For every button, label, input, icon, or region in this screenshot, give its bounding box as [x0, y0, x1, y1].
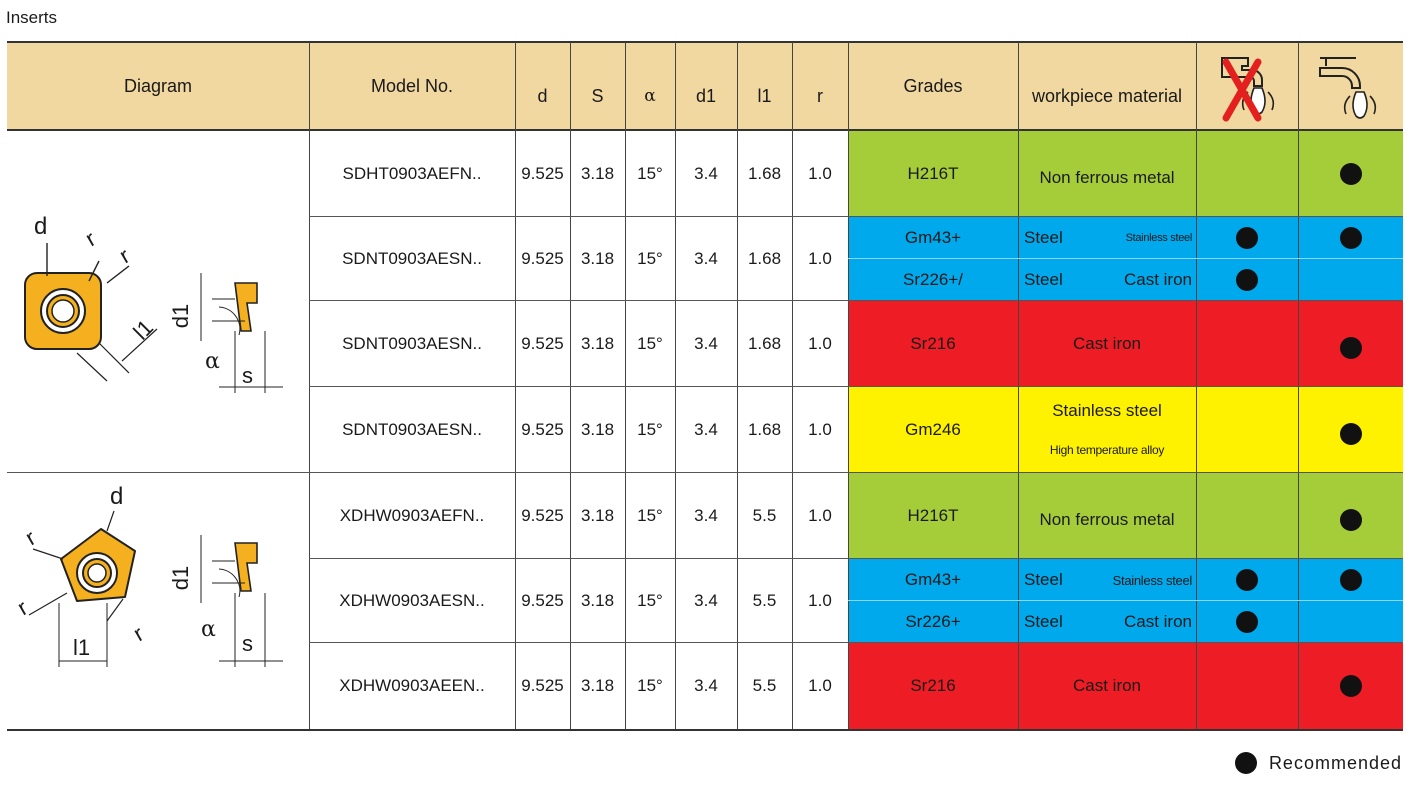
row-s: 3.18 — [580, 334, 615, 353]
row-l1: 5.5 — [752, 591, 777, 610]
row-l1: 5.5 — [752, 506, 777, 525]
row-material: Steel — [1024, 612, 1063, 631]
table-row-model: XDHW0903AEFN.. — [339, 506, 485, 525]
row-d1: 3.4 — [694, 334, 718, 353]
row-grade: Sr216 — [910, 334, 956, 353]
table-row-model: XDHW0903AEEN.. — [339, 676, 485, 695]
row-alpha: 15° — [637, 334, 663, 353]
dry-coolant-crossed-icon — [1196, 42, 1298, 130]
row-grade: H216T — [907, 164, 959, 183]
row-material-secondary: Cast iron — [1123, 270, 1192, 289]
row-d1: 3.4 — [694, 676, 718, 695]
diagram-label-d: d — [34, 213, 48, 240]
diagram-label-r: r — [128, 620, 148, 647]
row-grade: Gm43+ — [904, 570, 962, 589]
row-r: 1.0 — [808, 334, 832, 353]
row-alpha: 15° — [637, 676, 663, 695]
row-l1: 5.5 — [752, 676, 777, 695]
row-d: 9.525 — [521, 676, 564, 695]
header-alpha: α — [644, 86, 656, 106]
row-d: 9.525 — [521, 164, 564, 183]
header-d1: d1 — [695, 85, 717, 106]
row-s: 3.18 — [580, 420, 615, 439]
table-row-model: XDHW0903AESN.. — [339, 591, 485, 610]
row-s: 3.18 — [580, 506, 615, 525]
table-row-model: SDHT0903AEFN.. — [342, 164, 482, 183]
row-material: Steel — [1024, 570, 1063, 589]
row-alpha: 15° — [637, 164, 663, 183]
row-r: 1.0 — [808, 591, 832, 610]
recommended-dot-icon — [1196, 259, 1298, 301]
row-material: Steel — [1024, 228, 1063, 247]
diagram-label-r: r — [12, 594, 32, 621]
diagram-label-l1: l1 — [73, 635, 91, 660]
row-d1: 3.4 — [694, 506, 718, 525]
row-d: 9.525 — [521, 420, 564, 439]
row-material-secondary: High temperature alloy — [1049, 443, 1165, 457]
row-r: 1.0 — [808, 164, 832, 183]
table-row-model: SDNT0903AESN.. — [342, 420, 482, 439]
row-d1: 3.4 — [694, 249, 718, 268]
row-l1: 1.68 — [747, 420, 782, 439]
coolant-tap-icon — [1298, 42, 1403, 130]
recommended-dot-icon — [1298, 477, 1403, 563]
row-alpha: 15° — [637, 591, 663, 610]
row-material: Non ferrous metal — [1039, 168, 1175, 187]
row-d: 9.525 — [521, 591, 564, 610]
header-model: Model No. — [370, 75, 454, 96]
row-d: 9.525 — [521, 334, 564, 353]
row-grade: Sr216 — [910, 676, 956, 695]
row-material-secondary: Stainless steel — [1112, 572, 1192, 588]
header-r: r — [817, 85, 823, 106]
recommended-dot-icon — [1298, 391, 1403, 477]
row-r: 1.0 — [808, 676, 832, 695]
recommended-dot-icon — [1298, 643, 1403, 729]
header-s: S — [591, 85, 604, 106]
diagram-label-s: s — [242, 631, 253, 656]
header-l1: l1 — [757, 85, 772, 106]
row-grade: Sr226+/ — [902, 270, 963, 289]
row-grade: Sr226+ — [905, 612, 961, 631]
row-l1: 1.68 — [747, 164, 782, 183]
row-d1: 3.4 — [694, 164, 718, 183]
pentagon-insert-diagram — [7, 473, 309, 729]
recommended-dot-icon — [1196, 601, 1298, 643]
page-title: Inserts — [6, 8, 58, 27]
header-diagram: Diagram — [123, 75, 193, 96]
row-material: Steel — [1024, 270, 1063, 289]
row-material: Non ferrous metal — [1039, 510, 1175, 529]
row-s: 3.18 — [580, 676, 615, 695]
row-r: 1.0 — [808, 506, 832, 525]
diagram-label-l1: l1 — [128, 314, 159, 345]
row-grade: Gm246 — [905, 420, 961, 439]
row-material: Stainless steel — [1052, 401, 1162, 420]
row-r: 1.0 — [808, 249, 832, 268]
recommended-dot-icon — [1298, 217, 1403, 259]
row-d: 9.525 — [521, 506, 564, 525]
row-material-secondary: Stainless steel — [1125, 232, 1192, 244]
row-l1: 1.68 — [747, 334, 782, 353]
row-r: 1.0 — [808, 420, 832, 439]
diagram-label-d1: d1 — [168, 303, 194, 329]
diagram-label-r: r — [20, 524, 40, 551]
diagram-label-d: d — [110, 483, 124, 510]
row-material: Cast iron — [1072, 676, 1142, 695]
row-s: 3.18 — [580, 591, 615, 610]
filled-circle-icon — [1235, 752, 1257, 774]
row-d1: 3.4 — [694, 591, 718, 610]
recommended-dot-icon — [1196, 559, 1298, 601]
row-alpha: 15° — [637, 420, 663, 439]
header-material: workpiece material — [1031, 85, 1183, 106]
header-grades: Grades — [903, 75, 963, 96]
header-d: d — [537, 85, 548, 106]
legend — [1235, 752, 1402, 774]
diagram-label-alpha: α — [205, 349, 220, 374]
row-d: 9.525 — [521, 249, 564, 268]
row-material-secondary: Cast iron — [1123, 612, 1192, 631]
row-d1: 3.4 — [694, 420, 718, 439]
recommended-dot-icon — [1196, 217, 1298, 259]
diagram-label-r: r — [114, 242, 134, 269]
square-insert-diagram — [7, 131, 309, 472]
recommended-dot-icon — [1298, 305, 1403, 391]
row-l1: 1.68 — [747, 249, 782, 268]
recommended-dot-icon — [1298, 131, 1403, 217]
row-grade: H216T — [907, 506, 959, 525]
row-grade: Gm43+ — [904, 228, 962, 247]
row-s: 3.18 — [580, 164, 615, 183]
diagram-label-alpha: α — [201, 617, 216, 642]
recommended-dot-icon — [1298, 559, 1403, 601]
row-alpha: 15° — [637, 249, 663, 268]
row-s: 3.18 — [580, 249, 615, 268]
table-row-model: SDNT0903AESN.. — [342, 334, 482, 353]
diagram-label-r: r — [80, 225, 100, 252]
table-row-model: SDNT0903AESN.. — [342, 249, 482, 268]
diagram-label-s: s — [242, 363, 253, 388]
legend-label: Recommended — [1268, 752, 1402, 773]
row-alpha: 15° — [637, 506, 663, 525]
row-material: Cast iron — [1072, 334, 1142, 353]
diagram-label-d1: d1 — [168, 565, 194, 591]
